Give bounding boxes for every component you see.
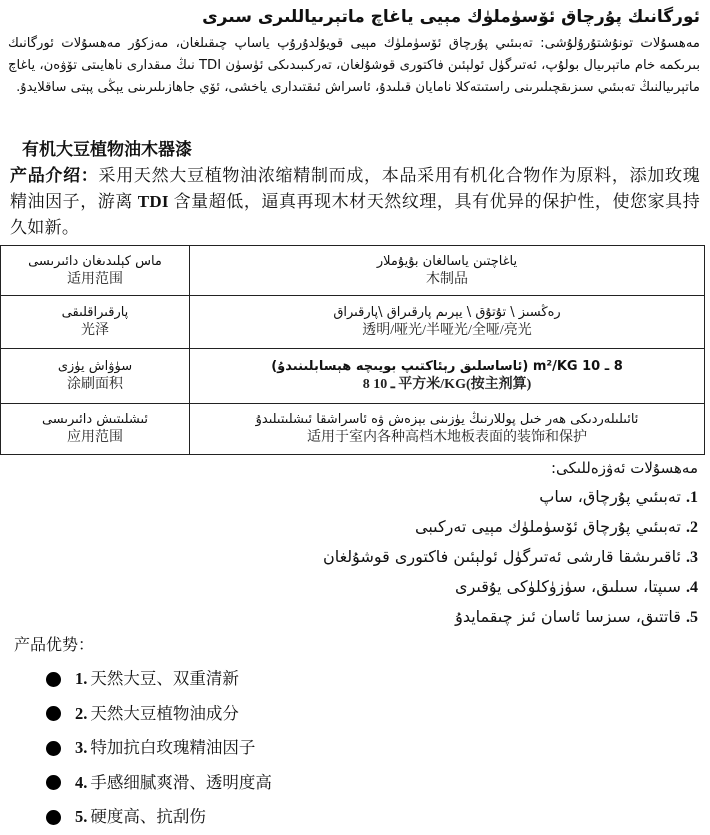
- list-item: [46, 731, 272, 766]
- value-chinese: 8 ـ 10 平方米/KG(按主剂算): [362, 377, 532, 392]
- bullet-icon: [46, 810, 61, 825]
- bullet-icon: [46, 775, 61, 790]
- value-chinese: 适用于室内各种高档木地板表面的装饰和保护: [307, 430, 587, 445]
- list-item: [150, 512, 698, 542]
- feature-text: تەبىئىي پۇرچاق ئۆسۈملۈك مېيى تەركىبى: [414, 517, 681, 536]
- feature-text: تەبىئىي پۇرچاق، ساپ: [539, 487, 681, 506]
- chinese-intro: [10, 163, 700, 241]
- table-row: [1, 349, 705, 404]
- list-item: [150, 542, 698, 572]
- value-uyghur: ئائىلىلەردىكى ھەر خىل پوللارنىڭ يۈزىنى بېزەش ۋە ئاسراشقا ئىشلىتىلىدۇ: [255, 412, 639, 427]
- value-chinese: 木制品: [426, 271, 468, 287]
- chinese-title: 有机大豆植物油木器漆: [22, 140, 192, 159]
- row-value-cell: [190, 404, 705, 455]
- advantages-list: [46, 662, 272, 835]
- list-item: [46, 766, 272, 801]
- advantage-number: 5.: [75, 807, 88, 826]
- table-row: [1, 404, 705, 455]
- bullet-icon: [46, 741, 61, 756]
- value-chinese: 透明/哑光/半哑光/全哑/亮光: [362, 323, 532, 338]
- row-label-cell: [1, 404, 190, 455]
- uyghur-intro: مەھسۇلات تونۇشتۇرۇلۇشى: تەبىئىي پۇرچاق ئۆسۈملۈك مېيى قويۇلدۇرۇپ ياساپ چىقىلغان، مەزكۇر مەھسۇلات ئورگانىك بىرىكمە خام ماتېرىيال بولۇپ، ئەتىرگۈل ئولېئىن فاكتورى قوشۇلغان، تەركىبىدىكى ئۈسۈن TDI نىڭ مىقدارى ناھايىتى تۆۋەن، ياغاچ ماتېرىيالنىڭ تەبىئىي سىزىقچىلىرىنى راستىتەكلا نامايان قىلىدۇ، ئاسراش ئىقتىدارى ياخشى، ئۆي جاھازىلىرىنى يېڭى پېتى ساقلايدۇ.: [8, 36, 700, 95]
- value-uyghur: ياغاچتىن ياسالغان بۇيۇملار: [376, 253, 518, 269]
- list-item: [150, 482, 698, 512]
- advantage-text: 手感细腻爽滑、透明度高: [90, 772, 272, 792]
- feature-number: 5.: [686, 609, 698, 626]
- label-uyghur: ئىشلىتىش دائىرىسى: [41, 412, 149, 427]
- feature-number: 2.: [686, 519, 698, 536]
- row-value-cell: [190, 349, 705, 404]
- advantage-text: 天然大豆植物油成分: [90, 703, 239, 723]
- features-heading: مەھسۇلات ئەۋزەللىكى:: [550, 459, 698, 477]
- table-row: [1, 246, 705, 296]
- features-list: [150, 482, 698, 632]
- label-uyghur: پارقىراقلىقى: [61, 305, 129, 320]
- label-chinese: 光泽: [81, 323, 109, 338]
- label-uyghur: سۈۋاش يۈزى: [57, 359, 133, 374]
- advantage-text: 硬度高、抗刮伤: [90, 807, 206, 826]
- intro-label: 产品介绍：: [10, 166, 99, 185]
- row-label-cell: [1, 349, 190, 404]
- advantage-number: 1.: [75, 669, 88, 688]
- advantage-text: 特加抗白玫瑰精油因子: [90, 738, 256, 757]
- spec-table: [0, 245, 705, 455]
- bullet-icon: [46, 706, 61, 721]
- row-value-cell: [190, 296, 705, 349]
- bullet-icon: [46, 672, 61, 687]
- intro-body-pre: 采用天然大豆植物油浓缩精制而成，本品采用有机化合物作为原料，添加玫瑰精油因子，游离: [10, 166, 700, 211]
- label-uyghur: ماس كېلىدىغان دائىرىسى: [28, 253, 162, 269]
- list-item: [46, 662, 272, 697]
- feature-text: قاتتىق، سىزسا ئاسان ئىز چىقمايدۇ: [455, 607, 681, 626]
- list-item: [150, 572, 698, 602]
- row-label-cell: [1, 246, 190, 296]
- feature-text: سىپتا، سىلىق، سۈزۈكلۈكى يۇقىرى: [455, 577, 681, 596]
- label-chinese: 涂刷面积: [67, 377, 123, 392]
- feature-text: ئاقىرىشقا قارشى ئەتىرگۈل ئولېئىن فاكتورى قوشۇلغان: [322, 547, 681, 566]
- table-row: [1, 296, 705, 349]
- row-value-cell: [190, 246, 705, 296]
- advantage-number: 2.: [75, 703, 88, 723]
- advantage-text: 天然大豆、双重清新: [90, 669, 239, 688]
- label-chinese: 应用范围: [67, 430, 123, 445]
- list-item: [46, 800, 272, 835]
- advantage-number: 4.: [75, 772, 88, 792]
- list-item: [46, 697, 272, 732]
- feature-number: 4.: [686, 579, 698, 596]
- advantage-number: 3.: [75, 738, 88, 757]
- value-uyghur: 8 ـ 10 m²/KG (ئاساسلىق رېئاكتىپ بويىچە ھېسابلىنىدۇ): [271, 359, 623, 374]
- row-label-cell: [1, 296, 190, 349]
- list-item: [150, 602, 698, 632]
- label-chinese: 适用范围: [67, 271, 123, 287]
- feature-number: 1.: [686, 489, 698, 506]
- feature-number: 3.: [686, 549, 698, 566]
- advantages-heading: 产品优势：: [14, 637, 95, 654]
- uyghur-title: ئورگانىك پۇرچاق ئۆسۈملۈك مېيى ياغاچ ماتېرىياللىرى سىرى: [202, 7, 700, 27]
- intro-tdi: TDI: [137, 192, 169, 211]
- value-uyghur: رەڭسىز \ تۇتۇق \ يېرىم پارقىراق \پارقىراق: [333, 305, 561, 320]
- intro-body-post: 含量超低，逼真再现木材天然纹理，具有优异的保护性，使您家具持久如新。: [10, 192, 700, 237]
